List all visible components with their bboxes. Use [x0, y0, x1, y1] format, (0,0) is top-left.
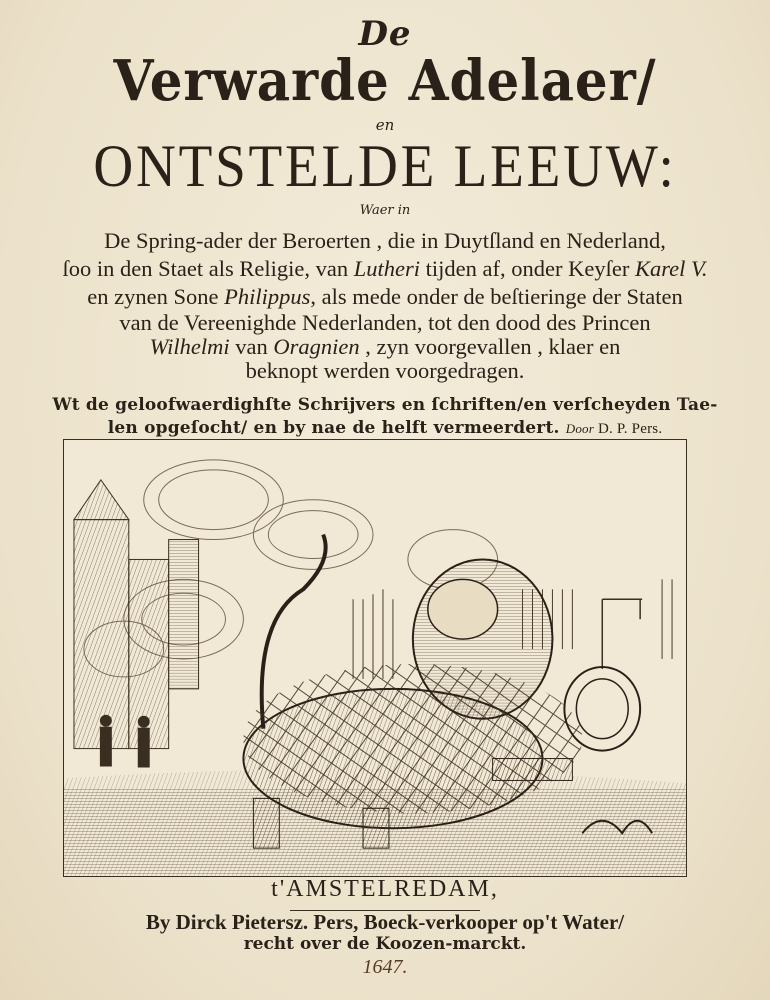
body-line-5: Wilhelmi van Oragnien , zyn voorgevallen , klaer en — [149, 334, 621, 359]
engraving-illustration — [64, 440, 686, 876]
body-line-4: van de Vereenighde Nederlanden, tot den dood des Princen — [119, 310, 651, 335]
imprint-year: 1647. — [362, 956, 408, 978]
title-de: De — [358, 14, 412, 54]
body-line-2: ſoo in den Staet als Religie, van Lutheri tijden af, onder Keyſer Karel V. — [62, 256, 708, 281]
credits-line-2: len opgeſocht/ en by nae de helft vermeerdert. Door D. P. Pers. — [107, 418, 663, 438]
imprint-printer: By Dirck Pietersz. Pers, Boeck-verkooper op't Water/ — [145, 910, 625, 934]
title-en: en — [375, 116, 395, 134]
title-verwarde-adelaer: Verwarde Adelaer/ — [113, 48, 657, 114]
body-line-1: De Spring-ader der Beroerten , die in Duytſland en Nederland, — [104, 228, 666, 253]
body-line-3: en zynen Sone Philippus, als mede onder de beſtieringe der Staten — [87, 284, 683, 309]
credits-line-1: Wt de geloofwaerdighſte Schrijvers en ſchriften/en verſcheyden Tae- — [52, 395, 718, 415]
author-name: D. P. Pers. — [597, 421, 663, 437]
imprint-place: t'AMSTELREDAM, — [271, 876, 499, 902]
body-line-6: beknopt werden voorgedragen. — [245, 358, 525, 383]
title-ontstelde-leeuw: ONTSTELDE LEEUW: — [93, 133, 677, 199]
imprint-address: recht over de Koozen-marckt. — [243, 934, 527, 954]
engraving-lion-in-net — [63, 439, 687, 877]
subtitle-waer-in: Waer in — [359, 203, 411, 218]
